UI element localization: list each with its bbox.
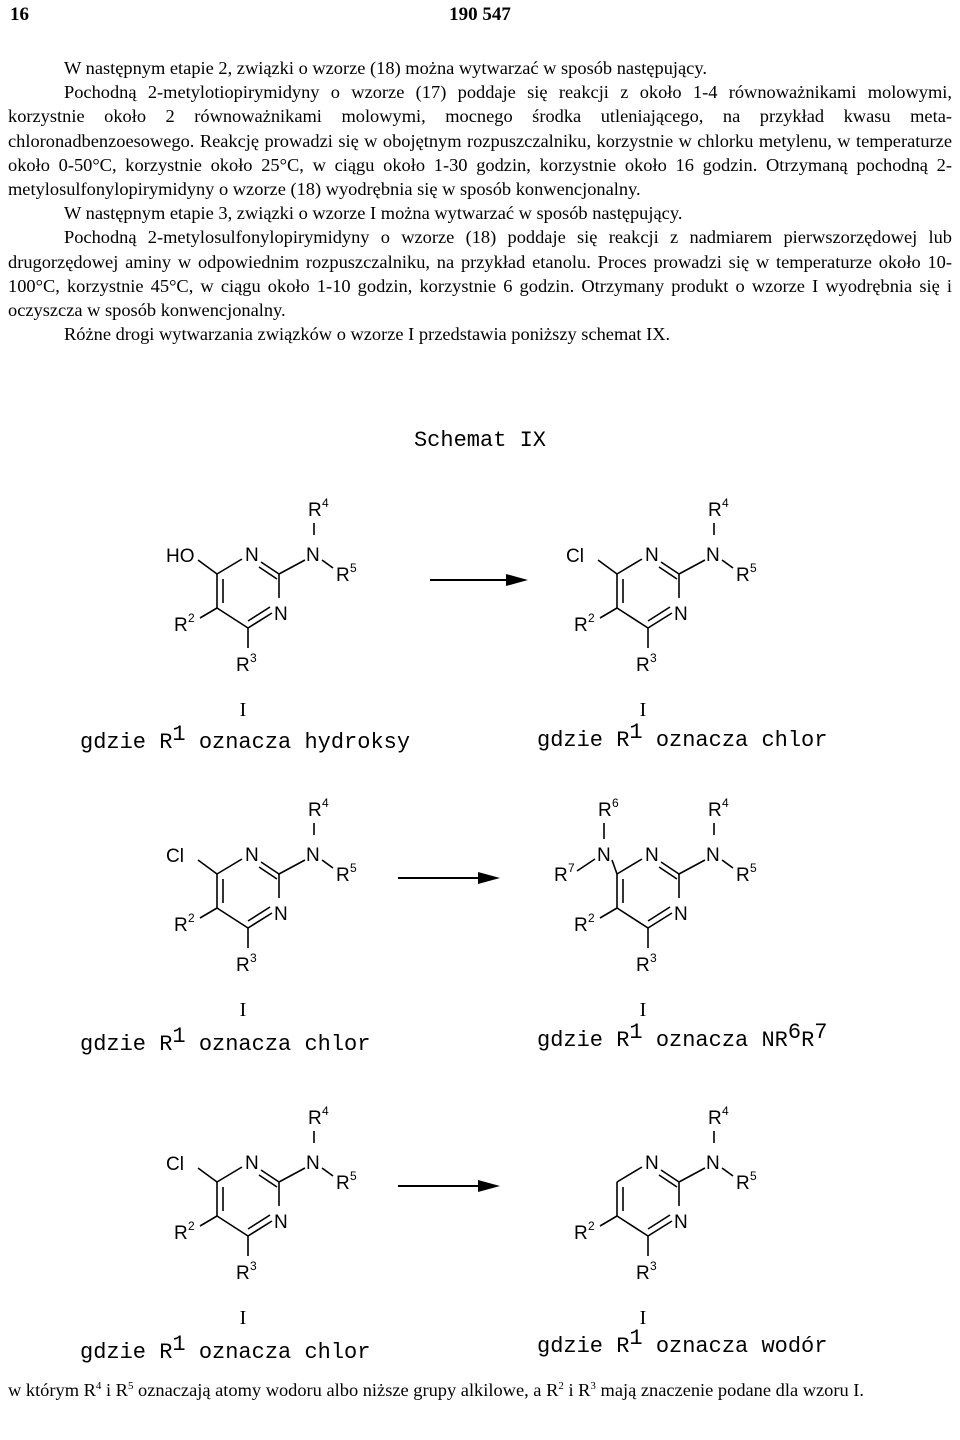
atom-label: R bbox=[236, 955, 250, 976]
atom-label-sup: 2 bbox=[188, 911, 195, 925]
bond-line bbox=[259, 567, 277, 579]
bond-line bbox=[617, 608, 648, 628]
atom-label: N bbox=[645, 1153, 659, 1174]
atom-label-sup: 5 bbox=[350, 861, 357, 875]
bond-line bbox=[617, 1216, 648, 1236]
caption-row2-right bbox=[537, 1020, 827, 1053]
atom-label-sup: 2 bbox=[188, 1219, 195, 1233]
bond-line bbox=[598, 560, 617, 574]
atom-label-sup: 5 bbox=[350, 1169, 357, 1183]
formula-label-i: I bbox=[239, 999, 247, 1021]
bond-line bbox=[217, 859, 242, 874]
bond-line bbox=[248, 913, 272, 928]
atom-label-sup: 5 bbox=[350, 561, 357, 575]
atom-label: R bbox=[308, 1108, 322, 1129]
arrow-head bbox=[478, 1180, 500, 1192]
atom-label: N bbox=[274, 604, 288, 625]
atom-label: N bbox=[674, 1212, 688, 1233]
atom-label: N bbox=[274, 904, 288, 925]
formula-label-i: I bbox=[239, 699, 247, 721]
paragraph: W następnym etapie 2, związki o wzorze (18) można wytwarzać w sposób następujący. bbox=[64, 58, 707, 78]
reaction-arrow bbox=[398, 872, 500, 884]
bond-line bbox=[617, 1167, 642, 1182]
atom-label: N bbox=[306, 1153, 320, 1174]
bond-line bbox=[217, 908, 248, 928]
reaction-arrow bbox=[430, 574, 528, 586]
chloro-group-label: Cl bbox=[566, 546, 584, 567]
atom-label-sup: 6 bbox=[612, 796, 619, 810]
bond-line bbox=[661, 862, 679, 874]
paragraph: Pochodną 2-metylosulfonylopirymidyny o wzorze (18) poddaje się reakcji z nadmiarem pierwszorzędowej lub drugorzędowej aminy w odpowiednim rozpuszczalniku, na przykład etanolu. Proces prowadzi się w temperaturze około 10-100°C, korzystnie 45°C, w ciągu około 1-10 godzin, korzystnie 6 godzin. Otrzymany produkt o wzorze I wyodrębnia się i oczyszcza w sposób konwencjonalny. bbox=[8, 227, 952, 321]
atom-label-sup: 4 bbox=[322, 796, 329, 810]
arrow-head bbox=[478, 872, 500, 884]
bond-line bbox=[261, 562, 279, 574]
bond-line bbox=[248, 1221, 272, 1236]
body-text bbox=[8, 56, 952, 346]
compound-amino-pyrimidine bbox=[554, 796, 757, 1021]
atom-label: N bbox=[674, 904, 688, 925]
bond-line bbox=[659, 567, 677, 579]
atom-label: R bbox=[708, 1108, 722, 1129]
compound-unsubstituted-pyrimidine bbox=[574, 1104, 757, 1329]
reaction-arrow bbox=[398, 1180, 500, 1192]
bond-line bbox=[248, 607, 270, 621]
atom-label-sup: 4 bbox=[722, 796, 729, 810]
atom-label: R bbox=[708, 500, 722, 521]
bond-line bbox=[200, 608, 217, 618]
bond-line bbox=[279, 560, 305, 574]
atom-label: N bbox=[706, 1153, 720, 1174]
scheme-title: Schemat IX bbox=[413, 428, 547, 453]
bond-line bbox=[617, 908, 648, 928]
paragraph: W następnym etapie 3, związki o wzorze I można wytwarzać w sposób następujący. bbox=[64, 203, 683, 224]
atom-label: R bbox=[636, 655, 650, 676]
paragraph: Różne drogi wytwarzania związków o wzorze I przedstawia poniższy schemat IX. bbox=[64, 324, 671, 345]
bond-line bbox=[648, 1221, 672, 1236]
footer-text-part: oznaczają atomy wodoru albo niższe grupy alkilowe, a R bbox=[133, 1380, 559, 1400]
caption-row1-left bbox=[80, 722, 410, 755]
atom-label: R bbox=[736, 865, 750, 886]
caption-text: gdzie R1 oznacza chlor bbox=[537, 720, 828, 753]
bond-line bbox=[217, 608, 248, 628]
bond-line bbox=[200, 908, 217, 918]
caption-text: gdzie R1 oznacza wodór bbox=[537, 1326, 828, 1359]
bond-line bbox=[648, 607, 670, 621]
bond-line bbox=[600, 908, 617, 918]
caption-row1-right bbox=[537, 720, 827, 753]
reaction-scheme bbox=[0, 480, 960, 1370]
atom-label: N bbox=[645, 545, 659, 566]
atom-label: R bbox=[336, 865, 350, 886]
bond-line bbox=[617, 559, 642, 574]
atom-label: R bbox=[236, 1263, 250, 1284]
bond-line bbox=[722, 560, 733, 568]
bond-line bbox=[261, 1170, 279, 1182]
atom-label: R bbox=[574, 1223, 588, 1244]
atom-label: R bbox=[336, 1173, 350, 1194]
bond-line bbox=[661, 1170, 679, 1182]
atom-label: N bbox=[245, 545, 259, 566]
caption-text: gdzie R1 oznacza NR6R7 bbox=[537, 1020, 828, 1053]
atom-label-sup: 4 bbox=[722, 1104, 729, 1118]
atom-label-sup: 5 bbox=[750, 1169, 757, 1183]
atom-label: R bbox=[554, 865, 568, 886]
caption-row3-right bbox=[537, 1326, 827, 1359]
compound-chloro-pyrimidine bbox=[566, 496, 757, 721]
atom-label: N bbox=[274, 1212, 288, 1233]
formula-label-i: I bbox=[639, 999, 647, 1021]
bond-line bbox=[217, 1216, 248, 1236]
footer-text-part: mają znaczenie podane dla wzoru I. bbox=[595, 1380, 864, 1400]
atom-label: N bbox=[706, 845, 720, 866]
atom-label: R bbox=[308, 500, 322, 521]
atom-label-sup: 4 bbox=[322, 1104, 329, 1118]
footer-sup: 5 bbox=[127, 1380, 134, 1392]
atom-label: R bbox=[736, 565, 750, 586]
bond-line bbox=[648, 613, 672, 628]
formula-label-i: I bbox=[639, 1307, 647, 1329]
atom-label-sup: 2 bbox=[588, 611, 595, 625]
caption-row3-left bbox=[80, 1332, 370, 1365]
caption-text: gdzie R1 oznacza chlor bbox=[80, 1332, 371, 1365]
bond-line bbox=[217, 559, 242, 574]
bond-line bbox=[600, 1216, 617, 1226]
hydroxy-group-label: HO bbox=[166, 546, 195, 567]
atom-label: R bbox=[636, 1263, 650, 1284]
bond-line bbox=[248, 1215, 270, 1229]
formula-label-i: I bbox=[639, 699, 647, 721]
atom-label-sup: 4 bbox=[322, 496, 329, 510]
footer-text-part: w którym R bbox=[8, 1380, 96, 1400]
footer-text-part: i R bbox=[101, 1380, 128, 1400]
atom-label: R bbox=[574, 615, 588, 636]
atom-label-sup: 5 bbox=[750, 861, 757, 875]
bond-line bbox=[722, 860, 733, 868]
bond-line bbox=[617, 859, 642, 874]
bond-line bbox=[648, 913, 672, 928]
atom-label: R bbox=[736, 1173, 750, 1194]
bond-line bbox=[279, 1168, 305, 1182]
atom-label-sup: 2 bbox=[588, 1219, 595, 1233]
bond-line bbox=[612, 860, 617, 874]
bond-line bbox=[200, 1216, 217, 1226]
atom-label-sup: 4 bbox=[722, 496, 729, 510]
bond-line bbox=[600, 608, 617, 618]
atom-label: R bbox=[236, 655, 250, 676]
bond-line bbox=[198, 1168, 217, 1182]
bond-line bbox=[661, 562, 679, 574]
compound-hydroxy-pyrimidine bbox=[166, 496, 357, 721]
bond-line bbox=[659, 867, 677, 879]
footer-text bbox=[8, 1378, 952, 1402]
bond-line bbox=[198, 860, 217, 874]
patent-number: 190 547 bbox=[449, 4, 511, 25]
caption-text: gdzie R1 oznacza hydroksy bbox=[80, 722, 411, 755]
atom-label-sup: 2 bbox=[188, 611, 195, 625]
atom-label: N bbox=[245, 845, 259, 866]
atom-label: R bbox=[174, 1223, 188, 1244]
formula-label-i: I bbox=[239, 1307, 247, 1329]
bond-line bbox=[322, 860, 333, 868]
footer-sup: 3 bbox=[590, 1380, 596, 1392]
bond-line bbox=[259, 867, 277, 879]
atom-label-sup: 3 bbox=[650, 651, 657, 665]
atom-label-sup: 5 bbox=[750, 561, 757, 575]
atom-label: N bbox=[306, 545, 320, 566]
caption-row2-left bbox=[80, 1024, 370, 1057]
atom-label: N bbox=[706, 545, 720, 566]
atom-label: R bbox=[598, 800, 612, 821]
bond-line bbox=[659, 1175, 677, 1187]
atom-label: R bbox=[308, 800, 322, 821]
bond-line bbox=[248, 907, 270, 921]
compound-chloro-pyrimidine bbox=[166, 796, 357, 1021]
page-header bbox=[0, 4, 960, 34]
chloro-group-label: Cl bbox=[166, 846, 184, 867]
atom-label-sup: 7 bbox=[568, 861, 575, 875]
bond-line bbox=[679, 1168, 705, 1182]
atom-label: R bbox=[636, 955, 650, 976]
atom-label: N bbox=[306, 845, 320, 866]
bond-line bbox=[322, 1168, 333, 1176]
bond-line bbox=[679, 560, 705, 574]
atom-label: R bbox=[336, 565, 350, 586]
atom-label: R bbox=[574, 915, 588, 936]
bond-line bbox=[261, 862, 279, 874]
page-number: 16 bbox=[10, 4, 29, 25]
bond-line bbox=[648, 907, 670, 921]
bond-line bbox=[679, 860, 705, 874]
bond-line bbox=[248, 613, 272, 628]
bond-line bbox=[198, 560, 217, 574]
arrow-head bbox=[506, 574, 528, 586]
atom-label: N bbox=[597, 845, 611, 866]
footer-sup: 2 bbox=[558, 1380, 564, 1392]
bond-line bbox=[722, 1168, 733, 1176]
atom-label: N bbox=[674, 604, 688, 625]
atom-label: N bbox=[645, 845, 659, 866]
atom-label-sup: 3 bbox=[250, 1259, 257, 1273]
bond-line bbox=[648, 1215, 670, 1229]
footer-sup: 4 bbox=[95, 1380, 102, 1392]
atom-label: R bbox=[174, 915, 188, 936]
atom-label-sup: 3 bbox=[250, 651, 257, 665]
atom-label: R bbox=[708, 800, 722, 821]
atom-label-sup: 3 bbox=[250, 951, 257, 965]
bond-line bbox=[322, 560, 333, 568]
atom-label-sup: 2 bbox=[588, 911, 595, 925]
atom-label: N bbox=[245, 1153, 259, 1174]
bond-line bbox=[217, 1167, 242, 1182]
atom-label: R bbox=[174, 615, 188, 636]
chloro-group-label: Cl bbox=[166, 1154, 184, 1175]
atom-label-sup: 3 bbox=[650, 1259, 657, 1273]
compound-chloro-pyrimidine bbox=[166, 1104, 357, 1329]
bond-line bbox=[259, 1175, 277, 1187]
paragraph: Pochodną 2-metylotiopirymidyny o wzorze (17) poddaje się reakcji z około 1-4 równoważnikami molowymi, korzystnie około 2 równoważnikami molowymi, mocnego środka utleniającego, na przykład kwasu meta-chloronadbenzoesowego. Reakcję prowadzi się w obojętnym rozpuszczalniku, korzystnie w chlorku metylenu, w temperaturze około 0-50°C, korzystnie około 25°C, w ciągu około 1-30 godzin, korzystnie około 16 godzin. Otrzymaną pochodną 2-metylosulfonylopirymidyny o wzorze (18) wyodrębnia się w sposób konwencjonalny. bbox=[8, 82, 952, 200]
bond-line bbox=[279, 860, 305, 874]
bond-line bbox=[577, 859, 595, 871]
atom-label-sup: 3 bbox=[650, 951, 657, 965]
footer-text-part: i R bbox=[563, 1380, 591, 1400]
caption-text: gdzie R1 oznacza chlor bbox=[80, 1024, 371, 1057]
